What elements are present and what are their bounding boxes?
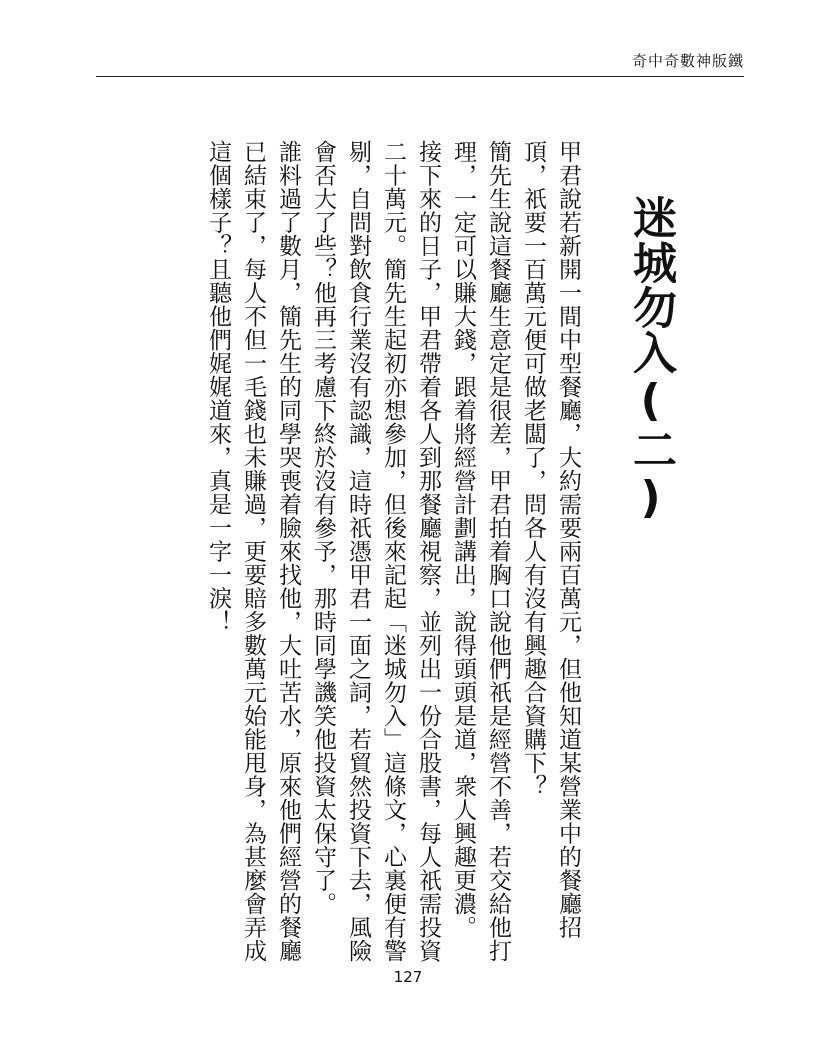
chapter-title: 迷城勿入(二) (625, 195, 676, 524)
header-divider (96, 76, 744, 77)
body-text (165, 140, 585, 970)
paragraph: 誰料過了數月，簡先生的同學哭喪着臉來找他，大吐苦水，原來他們經營的餐廳已結束了，每人不但一毛錢也未賺過，更要賠多數萬元始能甩身，為甚麼會弄成這個樣子？且聽他們娓娓道來，真是一字一淚！ (205, 140, 301, 963)
paragraph: 簡先生說這餐廳生意定是很差，甲君拍着胸口說他們祇是經營不善，若交給他打理，一定可以賺大錢，跟着將經營計劃講出，說得頭頭是道，衆人興趣更濃。 (450, 140, 511, 963)
paragraph: 甲君說若新開一間中型餐廳，大約需要兩百萬元，但他知道某營業中的餐廳招頂，祇要一百萬元便可做老闆了，問各人有沒有興趣合資購下？ (520, 140, 581, 939)
paragraph: 接下來的日子，甲君帶着各人到那餐廳視察，並列出一份合股書，每人祇需投資二十萬元。簡先生起初亦想參加，但後來記起「迷城勿入」這條文，心裏便有警剔，自問對飲食行業沒有認識，這時祇憑甲君一面之詞，若貿然投資下去，風險會否大了些？他再三考慮下終於沒有參予，那時同學譏笑他投資太保守了。 (310, 140, 441, 963)
page-number: 127 (393, 968, 423, 986)
book-title-header: 奇中奇數神版鐵 (631, 52, 744, 70)
